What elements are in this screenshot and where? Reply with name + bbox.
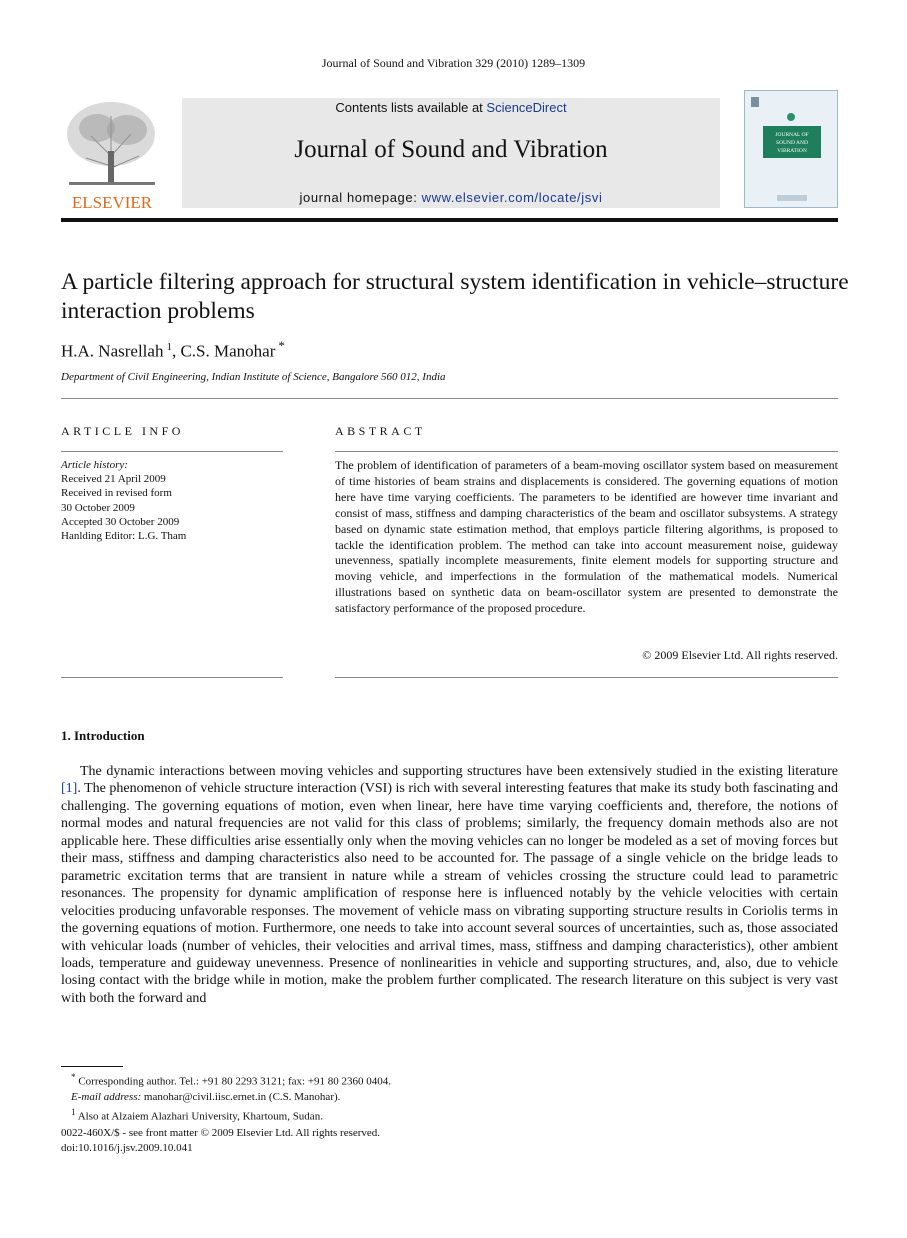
elsevier-logo xyxy=(61,96,163,212)
journal-cover-icon xyxy=(745,91,837,207)
footnotes xyxy=(61,1070,561,1124)
author-name: H.A. Nasrellah xyxy=(61,341,164,361)
article-title: A particle filtering approach for structural system identification in vehicle–structure interaction problems xyxy=(61,269,849,324)
front-matter-notice xyxy=(61,1126,380,1156)
abstract-text: The problem of identification of parameters of a beam-moving oscillator system based on measurement of time histories of beam strains and displacements is considered. The governing equations of motion here have time varying coefficients. The parameters to be identified are however time invariant and consist of mass, stiffness and damping characteristics of the beam and oscillator subsystems. A strategy based on dynamic state estimation method, that employs particle filtering algorithms, is proposed to tackle the identification problem. The method can take into account measurement noise, guideway unevenness, spatially incomplete measurements, finite element models for supporting structure and moving vehicle, and imperfections in the formulation of the mathematical models. Numerical illustrations based on synthetic data on beam-oscillator system are presented to demonstrate the satisfactory performance of the proposed procedure. xyxy=(335,458,838,616)
svg-text:JOURNAL OF: JOURNAL OF xyxy=(775,132,809,138)
introduction-paragraph: The dynamic interactions between moving vehicles and supporting structures have been extensively studied in the existing literature [1]. The phenomenon of vehicle structure interaction (VSI) is rich with several interesting features that make its study both fascinating and challenging. The governing equations of motion, even when linear, here have time varying coefficients and, therefore, the notions of normal modes and natural frequencies are not valid for this class of problems; similarly, the frequency domain methods also are not applicable here. These difficulties arise essentially only when the moving vehicles can no longer be modeled as a set of moving forces but their mass, stiffness and damping characteristics also need to be accounted for. The passage of a single vehicle on the bridge leads to parametric excitation terms that are transient in nature while a stream of vehicles crossing the structure could lead to parametric resonances. The propensity for dynamic amplification of response here is influenced notably by the vehicle velocities with certain velocities producing unfavorable responses. The movement of vehicle mass on vibrating supporting structure results in Coriolis terms in the governing equations of motion. Furthermore, one needs to take into account several sources of uncertainties, such as, those associated with vehicular loads (number of vehicles, their velocities and arrival times, mass, stiffness and damping characteristics), other ambient loads, temperature and guideway unevenness. Presence of nonlinearities in vehicle and supporting structures, and, also, due to vehicle losing contact with the bridge while in motion, make the problem further complicated. The research literature on this subject is very vast with both the forward and xyxy=(61,764,838,1006)
citation-link[interactable]: [1] xyxy=(61,781,78,797)
history-line: 30 October 2009 xyxy=(61,501,135,514)
history-line: Received 21 April 2009 xyxy=(61,473,166,486)
author-name: C.S. Manohar xyxy=(180,341,276,361)
article-info-heading: ARTICLE INFO xyxy=(61,424,184,438)
divider xyxy=(335,451,838,452)
footnote-rule xyxy=(61,1066,123,1067)
divider xyxy=(335,677,838,678)
corresponding-author-mark[interactable]: * xyxy=(278,338,285,353)
history-label: Article history: xyxy=(61,459,128,471)
email-link[interactable]: manohar@civil.iisc.ernet.in (C.S. Manohar). xyxy=(141,1090,341,1103)
section-heading-introduction: 1. Introduction xyxy=(61,728,145,743)
publisher-wordmark: ELSEVIER xyxy=(71,193,153,212)
divider xyxy=(61,677,283,678)
history-line: Accepted 30 October 2009 xyxy=(61,515,180,528)
divider xyxy=(61,451,283,452)
issn-line: 0022-460X/$ - see front matter © 2009 Elsevier Ltd. All rights reserved. xyxy=(61,1127,381,1139)
contents-line: Contents lists available at ScienceDirect xyxy=(335,100,567,115)
abstract-copyright: © 2009 Elsevier Ltd. All rights reserved. xyxy=(642,648,838,662)
author-list: H.A. Nasrellah $^1$, C.S. Manohar * xyxy=(61,338,285,361)
svg-text:SOUND AND: SOUND AND xyxy=(776,140,808,146)
journal-masthead xyxy=(182,98,720,208)
sciencedirect-link[interactable]: ScienceDirect xyxy=(486,100,567,115)
homepage-link[interactable]: www.elsevier.com/locate/jsvi xyxy=(421,190,603,205)
elsevier-tree-icon xyxy=(61,96,163,212)
svg-text:VIBRATION: VIBRATION xyxy=(777,148,807,154)
author-footnote-mark[interactable]: 1 xyxy=(166,341,172,353)
article-history xyxy=(61,458,283,543)
footnote-email: E-mail address: manohar@civil.iisc.ernet.in (C.S. Manohar). xyxy=(71,1090,341,1103)
header-rule xyxy=(61,218,838,222)
journal-homepage: journal homepage: www.elsevier.com/locate/jsvi xyxy=(299,190,603,205)
journal-title: Journal of Sound and Vibration xyxy=(294,136,608,163)
doi-line[interactable]: doi:10.1016/j.jsv.2009.10.041 xyxy=(61,1142,193,1154)
history-line: Hanlding Editor: L.G. Tham xyxy=(61,530,187,543)
affiliation: Department of Civil Engineering, Indian Institute of Science, Bangalore 560 012, India xyxy=(61,371,446,383)
footnote-corresponding: * Corresponding author. Tel.: +91 80 2293 3121; fax: +91 80 2360 0404. xyxy=(71,1072,392,1088)
journal-reference: Journal of Sound and Vibration 329 (2010) 1289–1309 xyxy=(321,56,586,70)
journal-cover-thumbnail xyxy=(744,90,838,208)
history-line: Received in revised form xyxy=(61,487,172,500)
abstract-heading: ABSTRACT xyxy=(335,424,426,438)
footnote-1: $^1$ Also at Alzaiem Alazhari University, Khartoum, Sudan. xyxy=(71,1106,323,1123)
divider xyxy=(61,398,838,399)
